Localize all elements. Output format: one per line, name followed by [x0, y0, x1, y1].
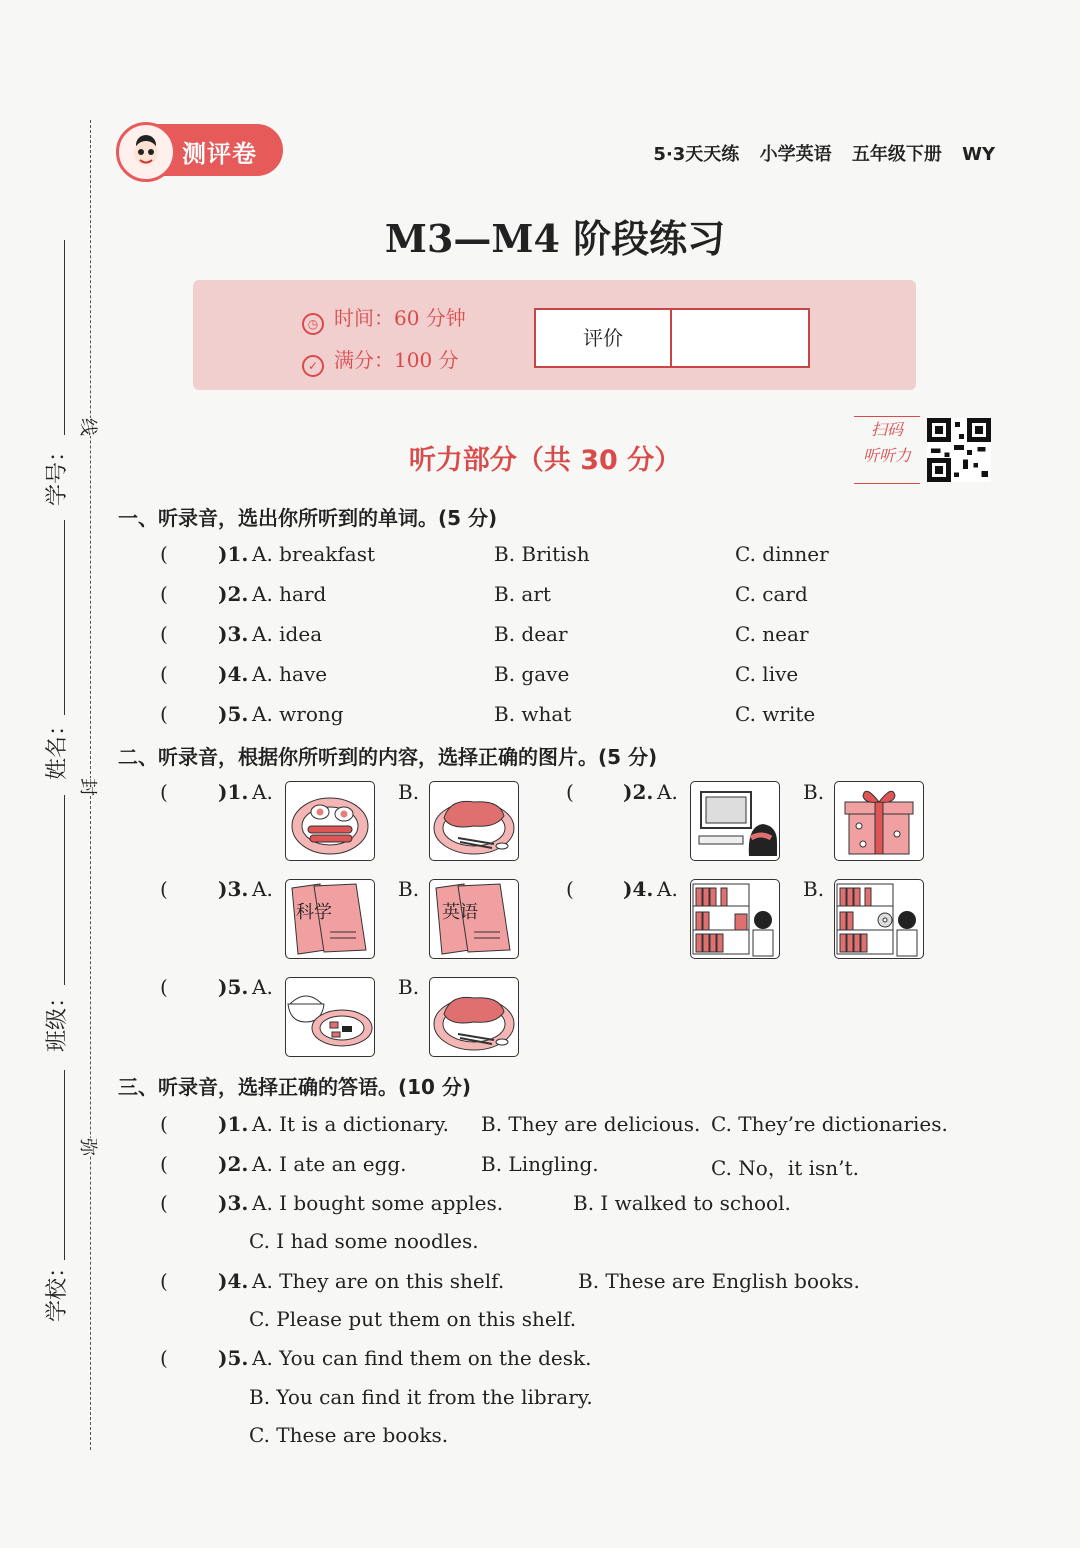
answer-blank[interactable]: (: [160, 1112, 168, 1136]
meat-plate-image-2[interactable]: [429, 977, 519, 1057]
english-books-image[interactable]: [429, 879, 519, 959]
question-number: )5.: [218, 702, 249, 726]
option-a: A. They are on this shelf.: [252, 1269, 505, 1293]
question-number: )3.: [218, 622, 249, 646]
option-a: A. have: [252, 662, 328, 686]
student-number-field[interactable]: [64, 240, 65, 435]
option-c: C. Please put them on this shelf.: [249, 1307, 577, 1331]
name-label: 姓名：: [45, 713, 70, 780]
time-text: 时间：60 分钟: [334, 306, 466, 330]
option-b: B. art: [494, 582, 551, 606]
answer-blank[interactable]: (: [160, 622, 168, 646]
option-b: B. I walked to school.: [573, 1191, 791, 1215]
scan-hint-line2: 听听力: [862, 446, 911, 465]
gift-box-image[interactable]: [834, 781, 924, 861]
answer-blank[interactable]: (: [160, 1152, 168, 1176]
question-number: )3.: [218, 1191, 249, 1215]
question-number: )1.: [218, 780, 249, 804]
science-books-image[interactable]: [285, 879, 375, 959]
option-c: C. card: [735, 582, 808, 606]
option-b: B.: [803, 877, 825, 901]
computer-image[interactable]: [690, 781, 780, 861]
option-a: A.: [252, 975, 273, 999]
evaluation-box[interactable]: [534, 308, 810, 368]
option-c: C. near: [735, 622, 809, 646]
option-b: B. They are delicious.: [481, 1112, 701, 1136]
option-a: A. breakfast: [252, 542, 376, 566]
question-number: )5.: [218, 1346, 249, 1370]
answer-blank[interactable]: (: [160, 582, 168, 606]
science-book-label: 科学: [296, 902, 332, 923]
question-number: )1.: [218, 542, 249, 566]
option-c: C. No，it isn’t.: [711, 1156, 859, 1180]
option-a: A.: [657, 877, 678, 901]
answer-blank[interactable]: (: [566, 877, 574, 901]
eggs-sausage-image[interactable]: [285, 781, 375, 861]
series-label: 5·3天天练 小学英语 五年级下册 WY: [653, 144, 995, 165]
option-b: B. gave: [494, 662, 570, 686]
check-icon: ✓: [302, 355, 324, 377]
name-field[interactable]: [64, 520, 65, 715]
option-a: A. wrong: [252, 702, 344, 726]
option-c: C. These are books.: [249, 1423, 449, 1447]
answer-blank[interactable]: (: [160, 662, 168, 686]
option-c: C. write: [735, 702, 816, 726]
score-row: [302, 344, 459, 377]
evaluation-label: 评价: [536, 310, 672, 366]
score-text: 满分：100 分: [334, 348, 459, 372]
option-b: B. what: [494, 702, 572, 726]
question-number: )2.: [218, 1152, 249, 1176]
seal-char-line: 线: [76, 418, 102, 436]
listening-part-title: 听力部分（共 30 分）: [408, 445, 682, 476]
option-b: B.: [803, 780, 825, 804]
scan-hint: [854, 416, 920, 484]
rice-dishes-image[interactable]: [285, 977, 375, 1057]
option-b: B.: [398, 877, 420, 901]
answer-blank[interactable]: (: [160, 1191, 168, 1215]
option-a: A. hard: [252, 582, 327, 606]
option-a: A. idea: [252, 622, 323, 646]
school-label: 学校：: [45, 1255, 70, 1322]
scan-hint-line1: 扫码: [870, 420, 903, 439]
library-cd-image[interactable]: [834, 879, 924, 959]
answer-blank[interactable]: (: [160, 1269, 168, 1293]
question-number: )4.: [218, 1269, 249, 1293]
option-a: A.: [252, 780, 273, 804]
answer-blank[interactable]: (: [160, 780, 168, 804]
qr-code-icon[interactable]: [927, 418, 991, 482]
clock-icon: ◷: [302, 313, 324, 335]
section3-title: 三、听录音，选择正确的答语。(10 分): [118, 1075, 472, 1099]
seal-char-seal: 封: [76, 778, 102, 796]
option-c: C. dinner: [735, 542, 829, 566]
option-b: B. These are English books.: [578, 1269, 860, 1293]
section2-title: 二、听录音，根据你所听到的内容，选择正确的图片。(5 分): [118, 745, 658, 769]
answer-blank[interactable]: (: [566, 780, 574, 804]
option-b: B. dear: [494, 622, 568, 646]
question-number: )5.: [218, 975, 249, 999]
answer-blank[interactable]: (: [160, 542, 168, 566]
option-b: B.: [398, 780, 420, 804]
question-number: )2.: [623, 780, 654, 804]
library-book-image[interactable]: [690, 879, 780, 959]
option-a: A. You can find them on the desk.: [252, 1346, 592, 1370]
answer-blank[interactable]: (: [160, 702, 168, 726]
option-c: C. I had some noodles.: [249, 1229, 479, 1253]
option-c: C. live: [735, 662, 799, 686]
option-b: B.: [398, 975, 420, 999]
mascot-icon: [116, 122, 176, 182]
option-a: A. I bought some apples.: [252, 1191, 504, 1215]
question-number: )2.: [218, 582, 249, 606]
answer-blank[interactable]: (: [160, 975, 168, 999]
option-a: A. It is a dictionary.: [252, 1112, 449, 1136]
answer-blank[interactable]: (: [160, 1346, 168, 1370]
option-a: A.: [252, 877, 273, 901]
school-field[interactable]: [64, 1070, 65, 1260]
question-number: )1.: [218, 1112, 249, 1136]
question-number: )4.: [218, 662, 249, 686]
option-a: A.: [657, 780, 678, 804]
option-b: B. British: [494, 542, 590, 566]
student-number-label: 学号：: [45, 439, 70, 506]
question-number: )4.: [623, 877, 654, 901]
class-field[interactable]: [64, 795, 65, 985]
class-label: 班级：: [45, 985, 70, 1052]
page-title: M3—M4 阶段练习: [384, 216, 726, 261]
answer-blank[interactable]: (: [160, 877, 168, 901]
english-book-label: 英语: [442, 902, 478, 923]
option-b: B. Lingling.: [481, 1152, 599, 1176]
option-a: A. I ate an egg.: [252, 1152, 407, 1176]
option-c: C. They’re dictionaries.: [711, 1112, 948, 1136]
badge-label: 测评卷: [182, 140, 257, 168]
seal-char-cover: 弥: [76, 1138, 102, 1156]
section1-title: 一、听录音，选出你所听到的单词。(5 分): [118, 506, 498, 530]
option-b: B. You can find it from the library.: [249, 1385, 593, 1409]
meat-plate-image[interactable]: [429, 781, 519, 861]
question-number: )3.: [218, 877, 249, 901]
time-row: [302, 302, 466, 335]
